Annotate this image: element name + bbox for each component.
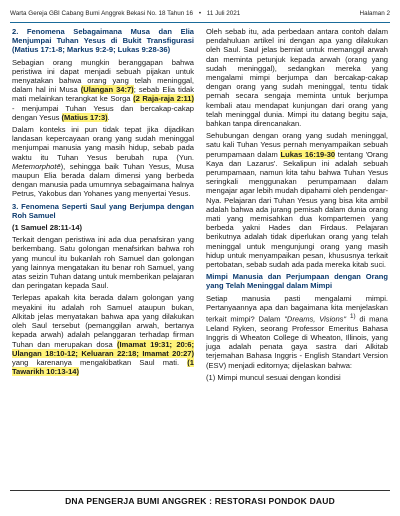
ref-1-tawarikh-10: (1 Tawarikh 10:13-14)	[12, 357, 194, 377]
paragraph-difference: Oleh sebab itu, ada perbedaan antara contoh dalam pendahuluan artikel ini dengan apa yang dilakukan oleh Saul. Saul jelas berniat untuk memanggil arwah dan meminta petunjuk kepada arwah (orang yang sudah meninggal), sedangkan mereka yang mengalami mimpi berjumpa dan bercakap-cakap dengan orang yang sudah meninggal, tentu tidak pernah secara sengaja meminta untuk berjumpa kembali atau mendapat kunjungan dari orang yang telah meninggal dunia. Mimpi itu datang begitu saja, bahkan tanpa direncanakan.	[206, 27, 388, 129]
header-left	[10, 10, 244, 17]
book-title: "Dreams, Visions"	[284, 314, 347, 324]
ref-ulangan-34-7: (Ulangan 34:7)	[80, 85, 134, 95]
newsletter-title: Warta Gereja GBI Cabang Bumi Anggrek Bekasi No. 18 Tahun 16	[10, 9, 194, 17]
ref-matius-17-3: (Matius 17:3)	[61, 112, 108, 122]
paragraph-musa-elia: Sebagian orang mungkin beranggapan bahwa peristiwa ini dapat menjadi sebuah pijakan untuk menyatakan bahwa orang yang telah meninggal, dalam hal ini Musa (Ulangan 34:7); sebab Elia tidak mati melainkan terangkat ke Sorga (2 Raja-raja 2:11) - menjumpai Tuhan Yesus dan bercakap-cakap dengan Yesus (Matius 17:3).	[12, 57, 194, 122]
page-header	[10, 6, 390, 23]
ref-lukas-16: Lukas 16:19-30	[280, 149, 336, 159]
ref-2-raja-raja-2-11: (2 Raja-raja 2:11)	[133, 94, 194, 104]
header-bullet: •	[198, 9, 202, 17]
dreams-heading: Mimpi Manusia dan Perjumpaan dengan Orang yang Telah Meninggal dalam Mimpi	[206, 272, 388, 291]
ref-imamat-list: (Imamat 19:31; 20:6; Ulangan 18:10-12; Keluaran 22:18; Imamat 20:27)	[12, 339, 194, 358]
section-2-heading: 2. Fenomena Sebagaimana Musa dan Elia Menjumpai Tuhan Yesus di Bukit Transfigurasi (Matius 17:1-8; Markus 9:2-9; Lukas 9:28-36)	[12, 27, 194, 55]
footnote-marker: 1)	[349, 313, 356, 321]
paragraph-saul-interpretation: Terkait dengan peristiwa ini ada dua penafsiran yang berkembang. Satu golongan menafsirkan bahwa roh yang muncul itu bukanlah roh Samuel dan golongan yang lainnya mengatakan itu benar roh Samuel, yang atas seizin Tuhan datang untuk memberikan pelajaran dan peringatan kepada Saul.	[12, 235, 194, 291]
page-number: Halaman 2	[359, 9, 390, 17]
page-footer: DNA PENGERJA BUMI ANGGREK : RESTORASI PONDOK DAUD	[10, 490, 390, 511]
paragraph-lazarus: Sehubungan dengan orang yang sudah meninggal, satu kali Tuhan Yesus pernah menyampaikan sebuah perumpamaan dalam Lukas 16:19-30 tentang 'Orang Kaya dan Lazarus'. Sekalipun ini adalah sebuah perumpamaan, namun kita tahu bahwa Tuhan Yesus seringkali menggunakan perumpamaan dalam mengajar agar lebih mudah dipahami oleh pendengar-Nya. Pelajaran dari Tuhan Yesus yang bisa kita ambil adalah bahwa ada jurang pemisah dalam dunia orang mati yang memisahkan dua kompartemen yang berbeda yakni Hades dan Firdaus. Pelajaran berikutnya adalah tidak diperlukan orang yang telah meninggal untuk mengunjungi orang yang masih hidup untuk menyampaikan pesan, khususnya terkait pertobatan, sebab sudah ada pada mereka kitab suci.	[206, 131, 388, 270]
greek-term: Metemorphotē	[12, 161, 61, 171]
right-column	[206, 27, 388, 485]
paragraph-dreams: Setiap manusia pasti mengalami mimpi. Pertanyaannya apa dan bagaimana kita menjelaskan terkait mimpi? Dalam "Dreams, Visions" $^{1)}$ di mana Leland Ryken, seorang Professor Emeritus Bahasa Inggris di Wheaton College di Wheaton, Illinois, yang juga adalah penata gaya sastra dari Alkitab terjemahan Bahasa Inggris - English Standart Version (ESV) menjadi editornya; dijelaskan bahwa:	[206, 293, 388, 370]
issue-date: 11 Juli 2021	[206, 9, 241, 17]
list-item: (1) Mimpi muncul sesuai dengan kondisi	[206, 372, 341, 382]
ref-1-samuel-28: (1 Samuel 28:11-14)	[12, 223, 83, 233]
article-columns	[12, 27, 388, 485]
paragraph-saul-sin: Terlepas apakah kita berada dalam golongan yang meyakini itu adalah roh Samuel ataupun bukan, Alkitab jelas menyatakan bahwa apa yang dilakukan oleh Saul tersebut (pemanggilan arwah, bertanya kepada arwah) adalah pelanggaran terhadap firman Tuhan dan merupakan dosa (Imamat 19:31; 20:6; Ulangan 18:10-12; Keluaran 22:18; Imamat 20:27) yang karenanya mengakibatkan Saul mati. (1 Tawarikh 10:13-14)	[12, 293, 194, 377]
left-column	[12, 27, 194, 485]
section-3-heading: 3. Fenomena Seperti Saul yang Berjumpa dengan Roh Samuel	[12, 201, 194, 220]
paragraph-context: Dalam konteks ini pun tidak tepat jika dijadikan landasan kepercayaan orang yang sudah meninggal menjumpai manusia yang masih hidup, sebab pada waktu itu Tuhan Yesus berubah rupa (Yun. Metemorphotē), sehingga baik Tuhan Yesus, Musa maupun Elia berada dalam dimensi yang berbeda dengan manusia pada umumnya sebagaimana halnya Petrus, Yakobus dan Yohanes yang menyertai Yesus.	[12, 125, 194, 199]
